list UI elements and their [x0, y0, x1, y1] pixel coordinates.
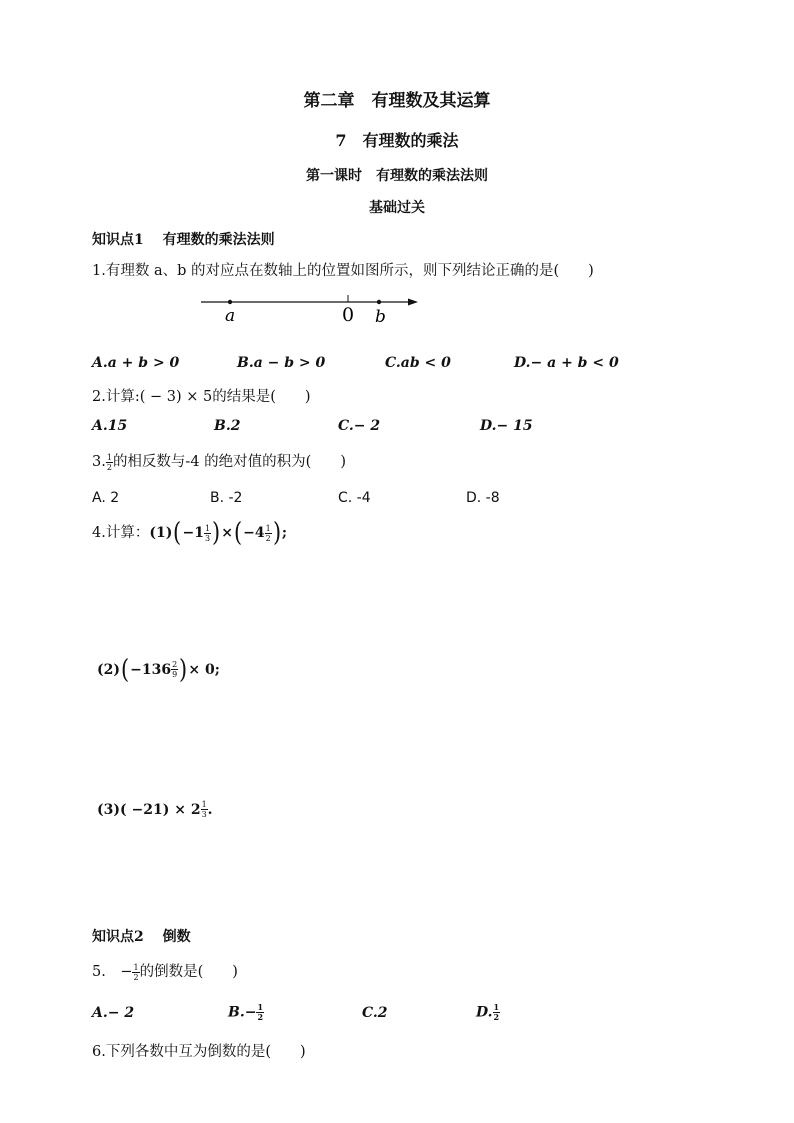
q3-number: 3. — [92, 454, 106, 470]
q4-p3-end: . — [207, 802, 213, 818]
q5-option-b-den: 2 — [257, 1012, 264, 1022]
q5-frac-num: 1 — [133, 962, 139, 972]
q5-stem-rest: 的倒数是( ) — [139, 964, 238, 980]
q5-option-d-prefix: D. — [476, 1004, 493, 1021]
q4-p1-a-den: 3 — [204, 533, 211, 543]
q2-option-b: B.2 — [214, 418, 241, 434]
q4-part3-label: (3) — [97, 802, 120, 818]
q4-p2-den: 9 — [172, 670, 178, 679]
q5-option-b-prefix: B.− — [228, 1004, 257, 1021]
q5-option-b-num: 1 — [257, 1002, 264, 1012]
q5-option-d-fraction — [493, 1003, 501, 1022]
label-b: b — [375, 307, 386, 327]
q4-p1-b-whole: −4 — [243, 525, 265, 541]
q4-p2-num: 2 — [172, 660, 178, 669]
q4-p1-a-num: 1 — [204, 523, 211, 533]
q4-part1-label: (1) — [149, 525, 173, 541]
q1-option-c: C.ab < 0 — [385, 355, 451, 371]
q3-fraction — [106, 453, 113, 472]
number-line — [196, 290, 426, 330]
section-title: 7 有理数的乘法 — [335, 131, 459, 150]
question-4-stem: 4.计算：(1)(−1 $\frac{1}{3}$ )×(−4 $\frac{1}{2}$ ); — [92, 518, 288, 548]
q4-p2-whole: −136 — [130, 662, 172, 678]
q3-frac-den: 2 — [106, 462, 112, 472]
knowledge-point-2: 知识点2 倒数 — [92, 929, 191, 945]
point-b — [377, 300, 381, 304]
q4-p3-num: 1 — [201, 800, 207, 809]
question-2-stem: 2.计算:( − 3) × 5的结果是( ) — [92, 389, 311, 405]
knowledge-point-1: 知识点1 有理数的乘法法则 — [92, 232, 275, 248]
q1-option-a: A.a + b > 0 — [92, 355, 180, 371]
q3-option-a: A. 2 — [92, 490, 120, 506]
q1-option-b: B.a − b > 0 — [237, 355, 326, 371]
q1-option-d: D.− a + b < 0 — [514, 355, 619, 371]
part-title: 基础过关 — [369, 200, 425, 216]
q5-option-b-fraction — [256, 1003, 264, 1022]
question-4-part-2: (2)(−136 $\frac{2}{9}$ )× 0; — [97, 654, 220, 685]
q4-p1-a-fraction — [204, 524, 211, 543]
q5-option-b — [228, 1003, 264, 1022]
label-zero: 0 — [342, 304, 355, 326]
q5-prefix: 5. − — [92, 964, 133, 980]
q2-option-d: D.− 15 — [480, 418, 533, 434]
q4-stem-text: 4.计算： — [92, 525, 150, 541]
q4-p1-b-den: 2 — [265, 533, 271, 543]
q5-option-d — [476, 1003, 500, 1022]
q5-option-a: A.− 2 — [92, 1005, 135, 1021]
q5-option-c: C.2 — [362, 1005, 388, 1021]
question-4-part-3 — [97, 796, 213, 823]
question-5-stem — [92, 960, 238, 982]
point-a — [228, 300, 232, 304]
label-a: a — [225, 306, 236, 326]
q3-option-b: B. -2 — [210, 490, 243, 506]
q5-frac-den: 2 — [133, 972, 139, 982]
q5-fraction — [132, 963, 139, 982]
q2-option-c: C.− 2 — [338, 418, 381, 434]
q4-p1-end: ; — [281, 525, 288, 541]
q4-p3-den: 3 — [201, 810, 207, 819]
q4-p1-times: × — [221, 525, 233, 541]
q4-p3-fraction — [201, 800, 208, 819]
q3-option-c: C. -4 — [338, 490, 371, 506]
q3-frac-num: 1 — [106, 452, 112, 462]
question-1-stem: 1.有理数 a、b 的对应点在数轴上的位置如图所示，则下列结论正确的是( ) — [92, 263, 594, 279]
q3-option-d: D. -8 — [466, 490, 500, 506]
q4-p3-text: ( −21) × 2 — [120, 802, 201, 818]
q4-p1-b-num: 1 — [265, 523, 271, 533]
question-6-stem: 6.下列各数中互为倒数的是( ) — [92, 1044, 306, 1060]
q4-p2-fraction — [171, 660, 178, 679]
q3-stem-rest: 的相反数与-4 的绝对值的积为( ) — [112, 454, 346, 470]
q5-option-d-num: 1 — [493, 1002, 500, 1012]
question-3-stem — [92, 450, 346, 472]
q4-p1-b-fraction — [265, 524, 272, 543]
q5-option-d-den: 2 — [493, 1012, 500, 1022]
lesson-title: 第一课时 有理数的乘法法则 — [306, 168, 488, 184]
q2-option-a: A.15 — [92, 418, 128, 434]
chapter-title: 第二章 有理数及其运算 — [303, 91, 491, 111]
q4-part2-label: (2) — [97, 662, 120, 678]
q4-p2-rest: × 0; — [188, 662, 220, 678]
q4-p1-a-whole: −1 — [182, 525, 204, 541]
